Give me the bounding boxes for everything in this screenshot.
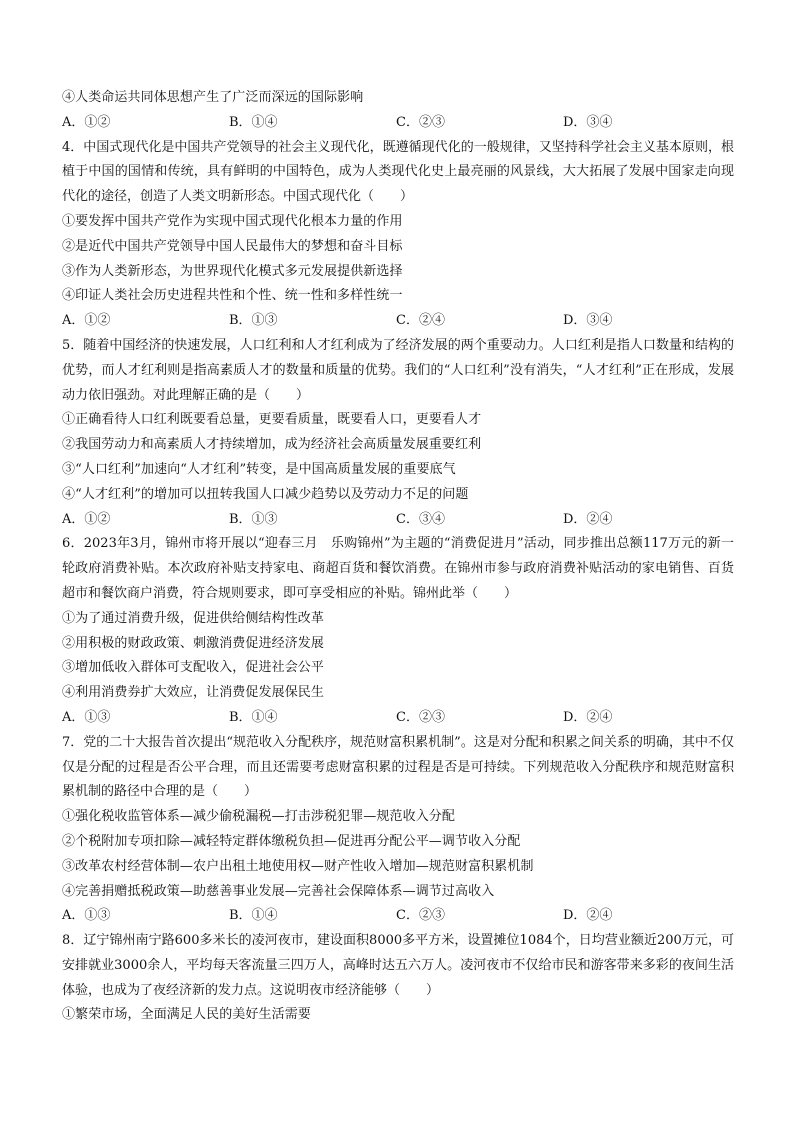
q3-option-c: C．②③ xyxy=(396,114,445,130)
q6-item-3: ③增加低收入群体可支配收入，促进社会公平 xyxy=(62,660,325,676)
q5-item-4: ④“人才红利”的增加可以扭转我国人口减少趋势以及劳动力不足的问题 xyxy=(62,486,469,502)
q5-option-c: C．③④ xyxy=(396,511,445,527)
q5-option-a: A．①② xyxy=(62,511,111,527)
q4-option-d: D．③④ xyxy=(563,313,613,329)
q8-stem: 8．辽宁锦州南宁路600多米长的凌河夜市，建设面积8000多平方米，设置摊位1084个，日均营业额近200万元，可安排就业3000余人，平均每天客流量三四万人，高峰时达五六万人。凌河夜市不仅给市民和游客带来多彩的夜间生活体验，也成为了夜经济新的发力点。这说明夜市经济能够（ ） xyxy=(62,933,734,998)
q6-item-4: ④利用消费券扩大效应，让消费促发展保民生 xyxy=(62,685,325,701)
q3-option-b: B．①④ xyxy=(229,114,278,130)
q5-item-3: ③“人口红利”加速向“人才红利”转变，是中国高质量发展的重要底气 xyxy=(62,461,456,477)
q7-options xyxy=(62,904,734,929)
q5-option-d: D．②④ xyxy=(563,511,613,527)
q5-item-1: ①正确看待人口红利既要看总量，更要看质量，既要看人口，更要看人才 xyxy=(62,412,482,428)
q7-item-3: ③改革农村经营体制—农户出租土地使用权—财产性收入增加—规范财富积累机制 xyxy=(62,858,534,874)
q6-item-2: ②用积极的财政政策、刺激消费促进经济发展 xyxy=(62,635,325,651)
q4-stem: 4．中国式现代化是中国共产党领导的社会主义现代化，既遵循现代化的一般规律，又坚持科学社会主义基本原则，根植于中国的国情和传统，具有鲜明的中国特色，成为人类现代化史上最亮丽的风景线，大大拓展了发展中国家走向现代化的途径，创造了人类文明新形态。中国式现代化（ ） xyxy=(62,139,734,205)
q6-options xyxy=(62,706,734,731)
q4-item-3: ③作为人类新形态，为世界现代化模式多元发展提供新选择 xyxy=(62,263,403,279)
q4-options xyxy=(62,309,734,334)
q4-item-1: ①要发挥中国共产党作为实现中国式现代化根本力量的作用 xyxy=(62,213,403,229)
q6-option-a: A．①③ xyxy=(62,709,111,725)
q6-option-c: C．②③ xyxy=(396,709,445,725)
q5-item-2: ②我国劳动力和高素质人才持续增加，成为经济社会高质量发展重要红利 xyxy=(62,437,482,453)
exam-page xyxy=(62,86,734,1028)
q5-option-b: B．①③ xyxy=(229,511,278,527)
q3-item-4: ④人类命运共同体思想产生了广泛而深远的国际影响 xyxy=(62,90,364,105)
q7-option-c: C．②③ xyxy=(396,908,445,924)
q6-item-1: ①为了通过消费升级，促进供给侧结构性改革 xyxy=(62,610,325,626)
q7-item-4: ④完善捐赠抵税政策—助慈善事业发展—完善社会保障体系—调节过高收入 xyxy=(62,883,495,899)
q4-option-c: C．②④ xyxy=(396,313,445,329)
q4-item-2: ②是近代中国共产党领导中国人民最伟大的梦想和奋斗目标 xyxy=(62,238,403,254)
q5-options xyxy=(62,508,734,533)
q6-option-d: D．②④ xyxy=(563,709,613,725)
q7-option-b: B．①④ xyxy=(229,908,278,924)
q7-option-a: A．①③ xyxy=(62,908,111,924)
q7-item-2: ②个税附加专项扣除—减轻特定群体缴税负担—促进再分配公平—调节收入分配 xyxy=(62,833,521,849)
q6-stem: 6．2023年3月，锦州市将开展以“迎春三月 乐购锦州”为主题的“消费促进月”活动，同步推出总额117万元的新一轮政府消费补贴。本次政府补贴支持家电、商超百货和餐饮消费。在锦州市参与政府消费补贴活动的家电销售、百货超市和餐饮商户消费，符合规则要求，即可享受相应的补贴。锦州此举（ ） xyxy=(62,536,734,601)
q5-stem: 5．随着中国经济的快速发展，人口红利和人才红利成为了经济发展的两个重要动力。人口红利是指人口数量和结构的优势，而人才红利则是指高素质人才的数量和质量的优势。我们的“人口红利”没有消失，“人才红利”正在形成，发展动力依旧强劲。对此理解正确的是（ ） xyxy=(62,337,734,403)
q4-option-b: B．①③ xyxy=(229,313,278,329)
q8-item-1: ①繁荣市场，全面满足人民的美好生活需要 xyxy=(62,1007,311,1023)
q6-option-b: B．①④ xyxy=(229,709,278,725)
q3-option-d: D．③④ xyxy=(563,114,613,130)
q3-options xyxy=(62,111,734,136)
q7-stem: 7．党的二十大报告首次提出“规范收入分配秩序，规范财富积累机制”。这是对分配和积累之间关系的明确，其中不仅仅是分配的过程是否公平合理，而且还需要考虑财富积累的过程是否是可持续。下列规范收入分配秩序和规范财富积累机制的路径中合理的是（ ） xyxy=(62,734,734,800)
q3-option-a: A．①② xyxy=(62,114,111,130)
q7-item-1: ①强化税收监管体系—减少偷税漏税—打击涉税犯罪—规范收入分配 xyxy=(62,809,456,825)
q4-item-4: ④印证人类社会历史进程共性和个性、统一性和多样性统一 xyxy=(62,288,403,304)
q7-option-d: D．②④ xyxy=(563,908,613,924)
q4-option-a: A．①② xyxy=(62,313,111,329)
